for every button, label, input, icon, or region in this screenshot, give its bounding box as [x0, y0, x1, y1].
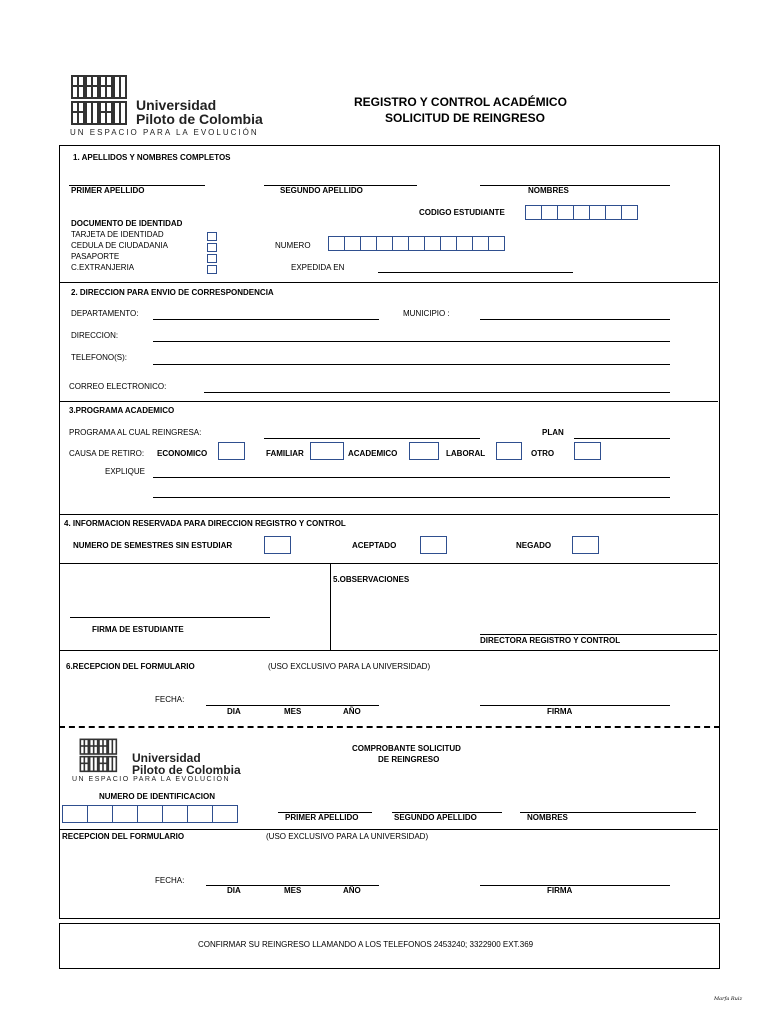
section6-heading: 6.RECEPCION DEL FORMULARIO	[66, 662, 195, 671]
logo-line1: Universidad	[136, 97, 217, 113]
causa-label: CAUSA DE RETIRO:	[69, 449, 145, 458]
comprobante-dia-label: DIA	[227, 886, 241, 895]
university-emblem-icon	[70, 74, 130, 128]
comprobante-primer-apellido-label: PRIMER APELLIDO	[285, 813, 359, 822]
municipio-label: MUNICIPIO :	[403, 309, 450, 318]
otro-label: OTRO	[531, 449, 555, 458]
economico-checkbox[interactable]	[218, 442, 245, 460]
comprobante-segundo-apellido-label: SEGUNDO APELLIDO	[394, 813, 477, 822]
directora-line[interactable]	[480, 634, 717, 635]
numero-label: NUMERO	[275, 241, 311, 250]
academico-label: ACADEMICO	[348, 449, 398, 458]
comprobante-title-1: COMPROBANTE SOLICITUD	[352, 744, 461, 753]
divider-s3	[60, 514, 718, 515]
fecha-label: FECHA:	[155, 695, 185, 704]
form-title-2: SOLICITUD DE REINGRESO	[385, 111, 546, 125]
programa-line[interactable]	[264, 438, 480, 439]
numero-identificacion-label: NUMERO DE IDENTIFICACION	[99, 792, 215, 801]
departamento-label: DEPARTAMENTO:	[71, 309, 139, 318]
comprobante-fecha-label: FECHA:	[155, 876, 185, 885]
vertical-divider-s5	[330, 563, 331, 650]
comprobante-logo-line1: Universidad	[132, 751, 201, 765]
section6-uso: (USO EXCLUSIVO PARA LA UNIVERSIDAD)	[268, 662, 431, 671]
comprobante-recepcion-label: RECEPCION DEL FORMULARIO	[62, 832, 185, 841]
plan-label: PLAN	[542, 428, 564, 437]
cedula-label: CEDULA DE CIUDADANIA	[71, 241, 168, 250]
extranjeria-label: C.EXTRANJERIA	[71, 263, 135, 272]
departamento-line[interactable]	[153, 319, 379, 320]
economico-label: ECONOMICO	[157, 449, 208, 458]
observaciones-label: 5.OBSERVACIONES	[333, 575, 410, 584]
logo-tagline: UN ESPACIO PARA LA EVOLUCIÓN	[70, 128, 259, 137]
laboral-label: LABORAL	[446, 449, 486, 458]
dia-label: DIA	[227, 707, 241, 716]
mes-label: MES	[284, 707, 302, 716]
tarjeta-label: TARJETA DE IDENTIDAD	[71, 230, 164, 239]
comprobante-logo-tagline: UN ESPACIO PARA LA EVOLUCIÓN	[72, 776, 231, 783]
telefono-line[interactable]	[153, 364, 670, 365]
comprobante-title-2: DE REINGRESO	[378, 755, 440, 764]
segundo-apellido-label: SEGUNDO APELLIDO	[280, 186, 363, 195]
section2-heading: 2. DIRECCION PARA ENVIO DE CORRESPONDENCIA	[71, 288, 274, 297]
comprobante-mes-label: MES	[284, 886, 302, 895]
explique-label: EXPLIQUE	[105, 467, 146, 476]
correo-line[interactable]	[204, 392, 670, 393]
semestres-box[interactable]	[264, 536, 291, 554]
codigo-estudiante-label: CODIGO ESTUDIANTE	[419, 208, 505, 217]
comprobante-firma-line[interactable]	[480, 885, 670, 886]
numero-documento-cells[interactable]	[328, 236, 504, 251]
directora-label: DIRECTORA REGISTRO Y CONTROL	[480, 636, 621, 645]
expedida-line[interactable]	[378, 272, 573, 273]
semestres-label: NUMERO DE SEMESTRES SIN ESTUDIAR	[73, 541, 233, 550]
fecha-line[interactable]	[206, 705, 379, 706]
numero-identificacion-cells[interactable]	[62, 805, 237, 823]
comprobante-emblem-icon	[72, 738, 126, 774]
divider-s2	[60, 401, 718, 402]
comprobante-logo-line2: Piloto de Colombia	[132, 763, 241, 777]
comprobante-logo	[72, 738, 272, 784]
divider-s5	[60, 650, 718, 651]
firma-estudiante-label: FIRMA DE ESTUDIANTE	[92, 625, 184, 634]
codigo-estudiante-cells[interactable]	[525, 205, 637, 220]
university-logo	[70, 74, 280, 140]
firma-label: FIRMA	[547, 707, 573, 716]
negado-checkbox[interactable]	[572, 536, 599, 554]
comprobante-nombres-label: NOMBRES	[527, 813, 568, 822]
laboral-checkbox[interactable]	[496, 442, 522, 460]
comprobante-divider	[60, 829, 718, 830]
otro-checkbox[interactable]	[574, 442, 601, 460]
municipio-line[interactable]	[480, 319, 670, 320]
section4-heading: 4. INFORMACION RESERVADA PARA DIRECCION REGISTRO Y CONTROL	[64, 519, 346, 528]
extranjeria-checkbox[interactable]	[207, 265, 217, 274]
comprobante-firma-label: FIRMA	[547, 886, 573, 895]
expedida-label: EXPEDIDA EN	[291, 263, 345, 272]
firma-estudiante-line[interactable]	[70, 617, 270, 618]
comprobante-ano-label: AÑO	[343, 886, 361, 895]
tarjeta-checkbox[interactable]	[207, 232, 217, 241]
form-title-1: REGISTRO Y CONTROL ACADÉMICO	[354, 95, 567, 109]
plan-line[interactable]	[574, 438, 670, 439]
cedula-checkbox[interactable]	[207, 243, 217, 252]
confirm-text: CONFIRMAR SU REINGRESO LLAMANDO A LOS TELEFONOS 2453240; 3322900 EXT.369	[198, 940, 534, 949]
divider-s1	[60, 282, 718, 283]
footer-signature: Marfa Ruiz	[714, 996, 743, 1002]
direccion-label: DIRECCION:	[71, 331, 119, 340]
section3-heading: 3.PROGRAMA ACADEMICO	[69, 406, 175, 415]
programa-label: PROGRAMA AL CUAL REINGRESA:	[69, 428, 202, 437]
direccion-line[interactable]	[153, 341, 670, 342]
firma-line[interactable]	[480, 705, 670, 706]
explique-line-2[interactable]	[153, 497, 670, 498]
logo-line2: Piloto de Colombia	[136, 111, 263, 127]
section1-heading: 1. APELLIDOS Y NOMBRES COMPLETOS	[73, 153, 231, 162]
familiar-checkbox[interactable]	[310, 442, 344, 460]
nombres-line[interactable]	[480, 185, 670, 186]
nombres-label: NOMBRES	[528, 186, 569, 195]
primer-apellido-label: PRIMER APELLIDO	[71, 186, 145, 195]
telefono-label: TELEFONO(S):	[71, 353, 128, 362]
academico-checkbox[interactable]	[409, 442, 439, 460]
familiar-label: FAMILIAR	[266, 449, 304, 458]
comprobante-uso: (USO EXCLUSIVO PARA LA UNIVERSIDAD)	[266, 832, 429, 841]
aceptado-label: ACEPTADO	[352, 541, 397, 550]
ano-label: AÑO	[343, 707, 361, 716]
negado-label: NEGADO	[516, 541, 552, 550]
explique-line-1[interactable]	[153, 477, 670, 478]
pasaporte-checkbox[interactable]	[207, 254, 217, 263]
aceptado-checkbox[interactable]	[420, 536, 447, 554]
correo-label: CORREO ELECTRONICO:	[69, 382, 167, 391]
doc-identidad-label: DOCUMENTO DE IDENTIDAD	[71, 219, 183, 228]
pasaporte-label: PASAPORTE	[71, 252, 120, 261]
divider-s4	[60, 563, 718, 564]
